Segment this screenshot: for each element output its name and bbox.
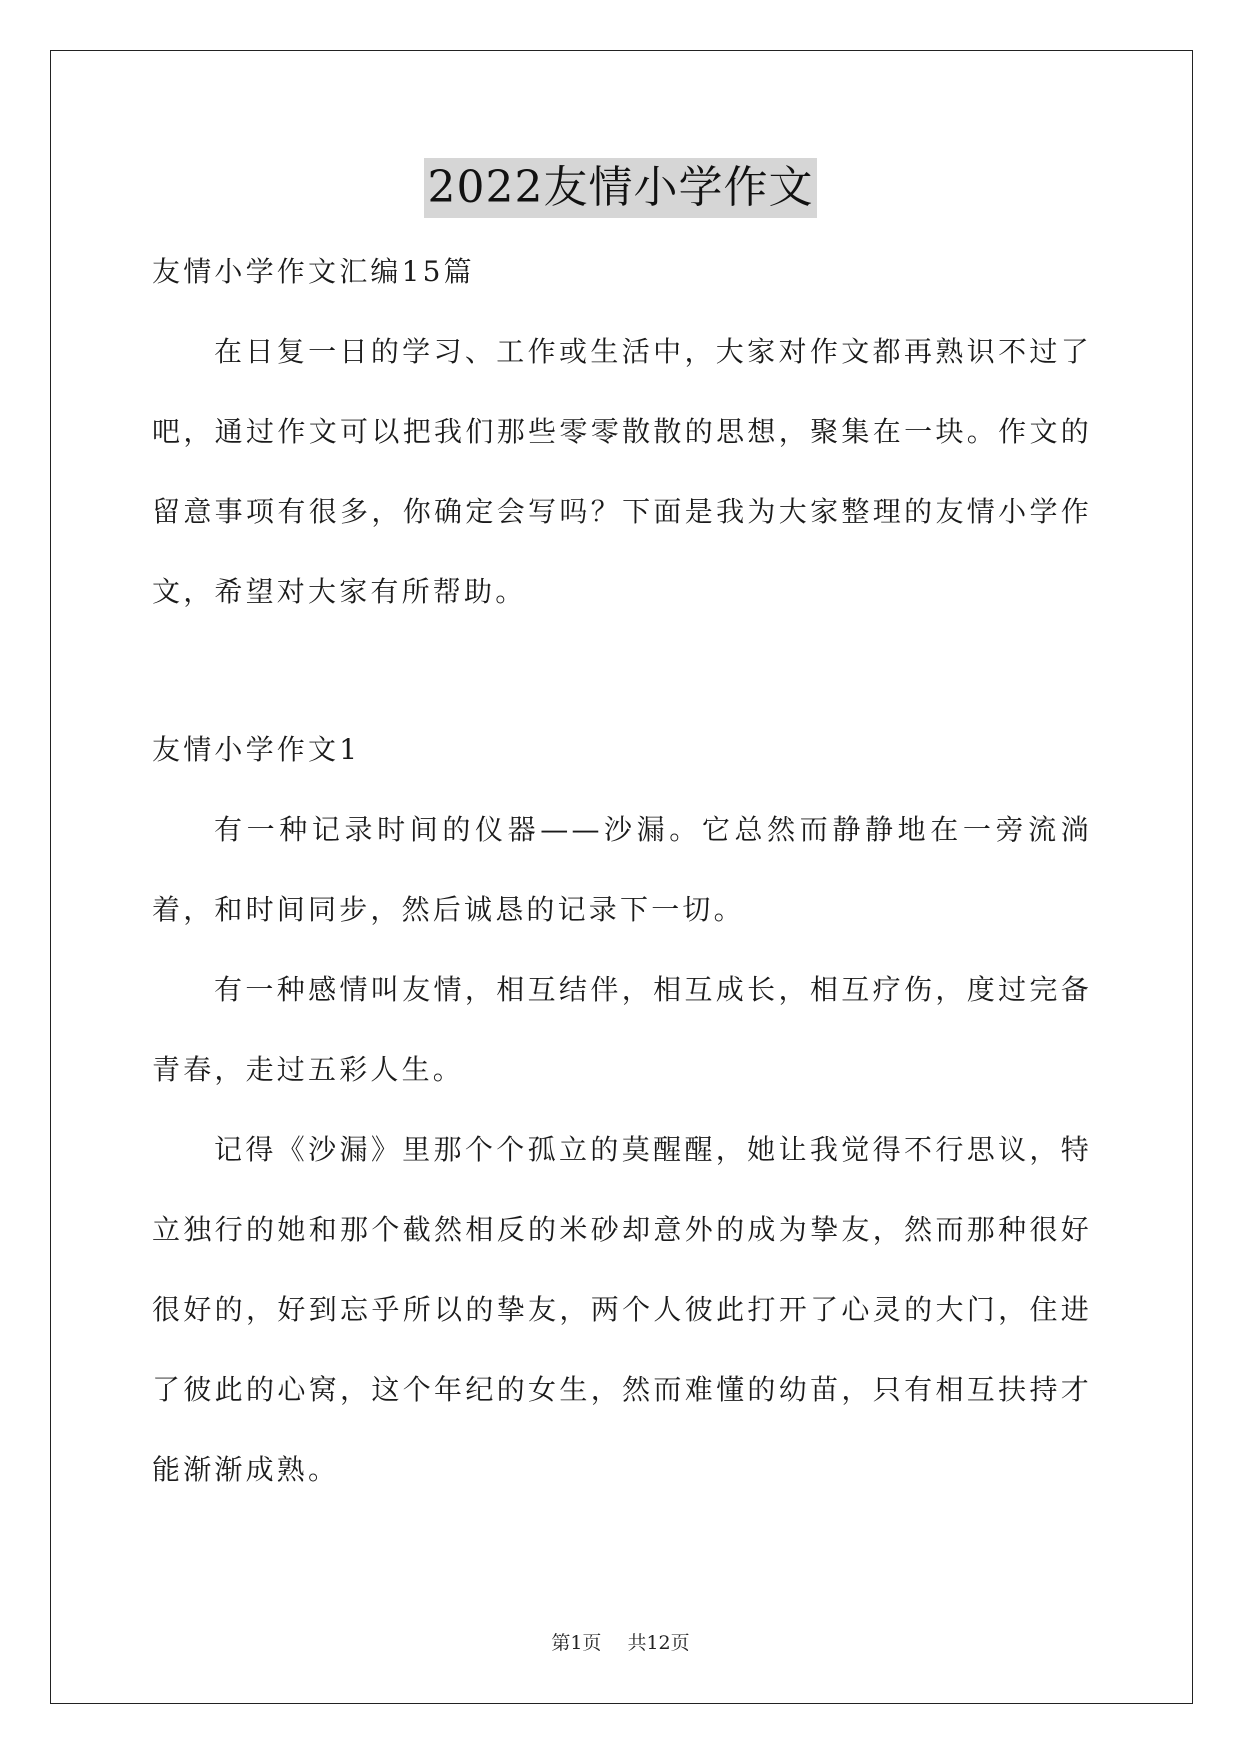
title-wrap — [0, 158, 1241, 218]
intro-paragraph: 在日复一日的学习、工作或生活中，大家对作文都再熟识不过了吧，通过作文可以把我们那些零零散散的思想，聚集在一块。作文的留意事项有很多，你确定会写吗？下面是我为大家整理的友情小学作文，希望对大家有所帮助。 — [152, 335, 1092, 608]
document-title: 2022友情小学作文 — [424, 158, 818, 218]
page-number-current: 第1页 — [551, 1632, 602, 1654]
document-subtitle: 友情小学作文汇编15篇 — [152, 255, 475, 288]
section-gap — [152, 632, 1092, 710]
document-body — [152, 232, 1092, 1510]
body-paragraph-2: 有一种感情叫友情，相互结伴，相互成长，相互疗伤，度过完备青春，走过五彩人生。 — [152, 973, 1092, 1086]
section-heading: 友情小学作文1 — [152, 733, 361, 766]
body-paragraph-1: 有一种记录时间的仪器——沙漏。它总然而静静地在一旁流淌着，和时间同步，然后诚恳的记录下一切。 — [152, 813, 1092, 926]
page-footer — [0, 1628, 1241, 1655]
page-number-total: 共12页 — [627, 1632, 690, 1654]
body-paragraph-3: 记得《沙漏》里那个个孤立的莫醒醒，她让我觉得不行思议，特立独行的她和那个截然相反的米砂却意外的成为挚友，然而那种很好很好的，好到忘乎所以的挚友，两个人彼此打开了心灵的大门，住进了彼此的心窝，这个年纪的女生，然而难懂的幼苗，只有相互扶持才能渐渐成熟。 — [152, 1133, 1092, 1486]
